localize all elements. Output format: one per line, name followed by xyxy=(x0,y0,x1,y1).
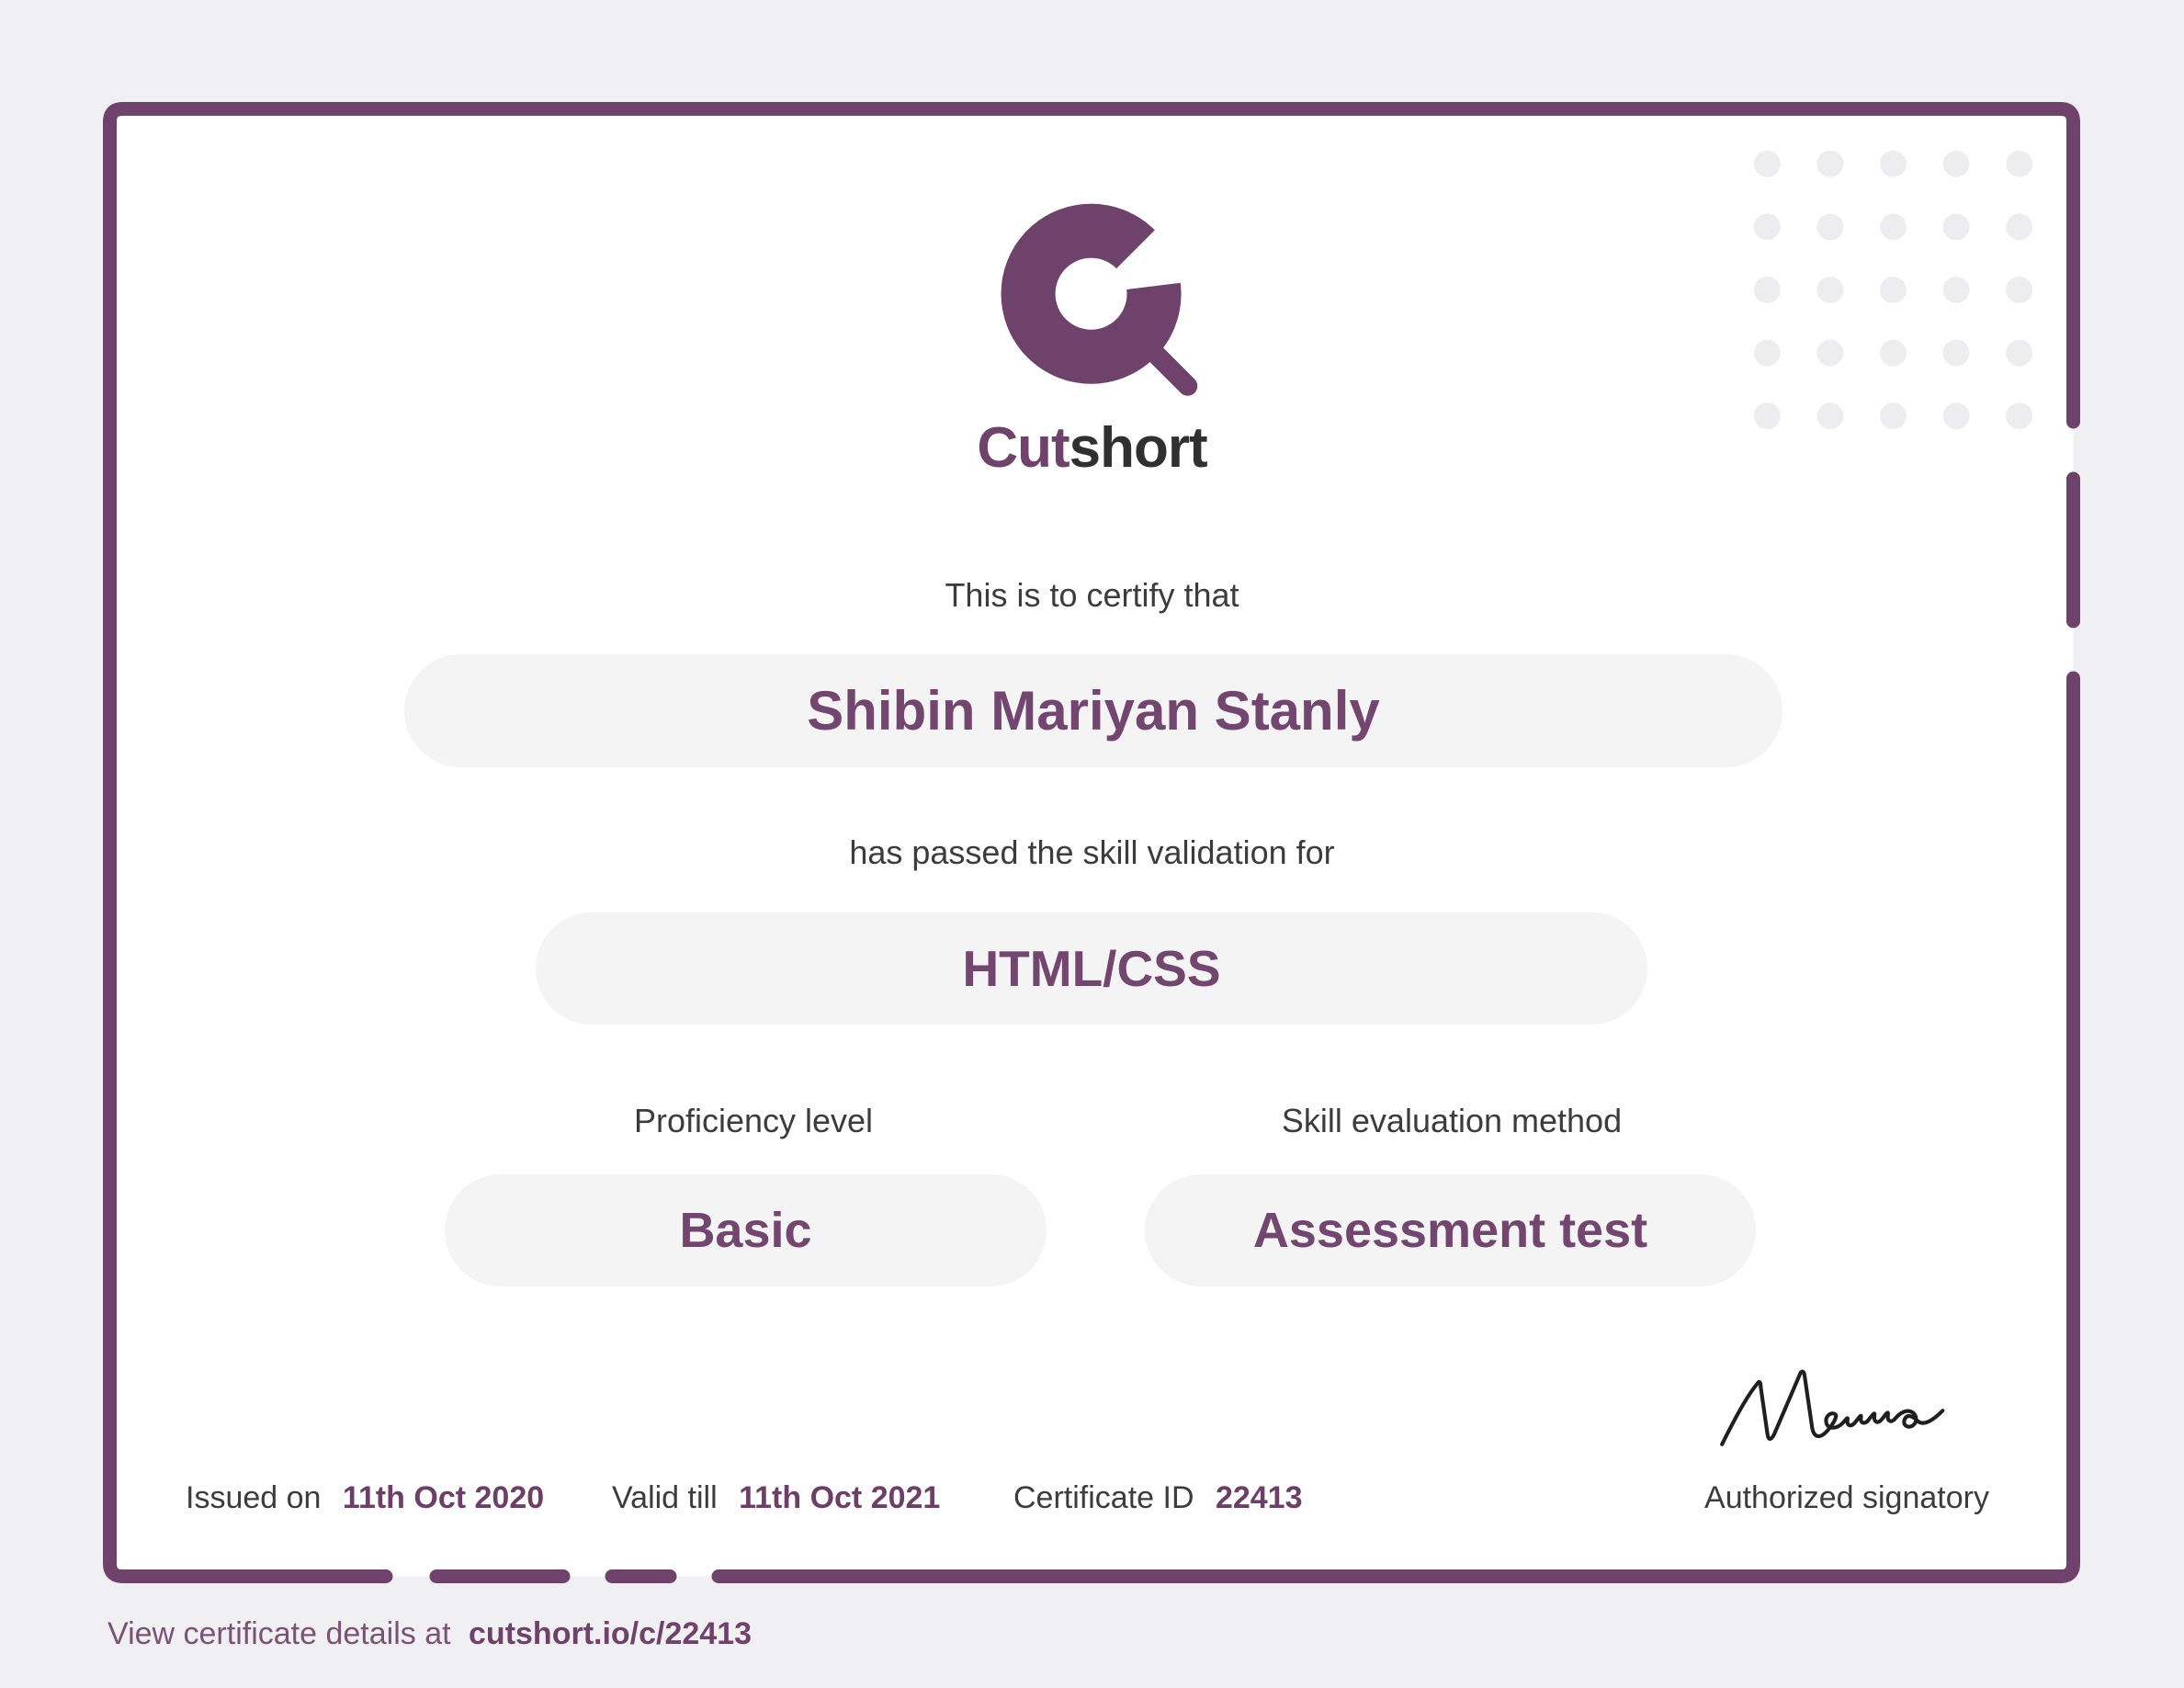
cutshort-logo-icon xyxy=(986,182,1214,421)
proficiency-label: Proficiency level xyxy=(633,1102,874,1139)
valid-till-label: Valid till xyxy=(612,1480,718,1515)
view-details-caption xyxy=(108,1615,752,1652)
evaluation-value: Assessment test xyxy=(1252,1203,1648,1258)
valid-till-value: 11th Oct 2021 xyxy=(739,1480,941,1515)
valid-till-group xyxy=(612,1478,940,1518)
statement-line: has passed the skill validation for xyxy=(849,833,1335,871)
wordmark-primary: Cut xyxy=(977,416,1069,480)
proficiency-value: Basic xyxy=(679,1203,812,1258)
certificate-url-link[interactable]: cutshort.io/c/22413 xyxy=(469,1616,753,1651)
certificate-id-group xyxy=(1013,1478,1303,1518)
intro-line: This is to certify that xyxy=(945,576,1239,614)
recipient-name: Shibin Mariyan Stanly xyxy=(807,680,1380,742)
skill-name: HTML/CSS xyxy=(962,940,1221,997)
evaluation-label: Skill evaluation method xyxy=(1281,1102,1623,1139)
wordmark-secondary: short xyxy=(1069,416,1207,480)
certificate-id-value: 22413 xyxy=(1215,1480,1303,1515)
certificate-id-label: Certificate ID xyxy=(1013,1480,1194,1515)
issued-on-label: Issued on xyxy=(186,1480,322,1515)
proficiency-pill xyxy=(445,1174,1047,1286)
issued-on-value: 11th Oct 2020 xyxy=(342,1480,545,1515)
signature xyxy=(1707,1362,1983,1463)
skill-pill xyxy=(536,912,1647,1025)
issued-on-group xyxy=(186,1478,544,1518)
caption-prefix: View certificate details at xyxy=(108,1616,451,1651)
evaluation-pill xyxy=(1145,1174,1756,1286)
magnifier-handle xyxy=(1142,341,1188,387)
signatory-label: Authorized signatory xyxy=(1704,1480,1989,1515)
brand-wordmark xyxy=(0,415,2184,481)
recipient-pill xyxy=(404,654,1782,767)
